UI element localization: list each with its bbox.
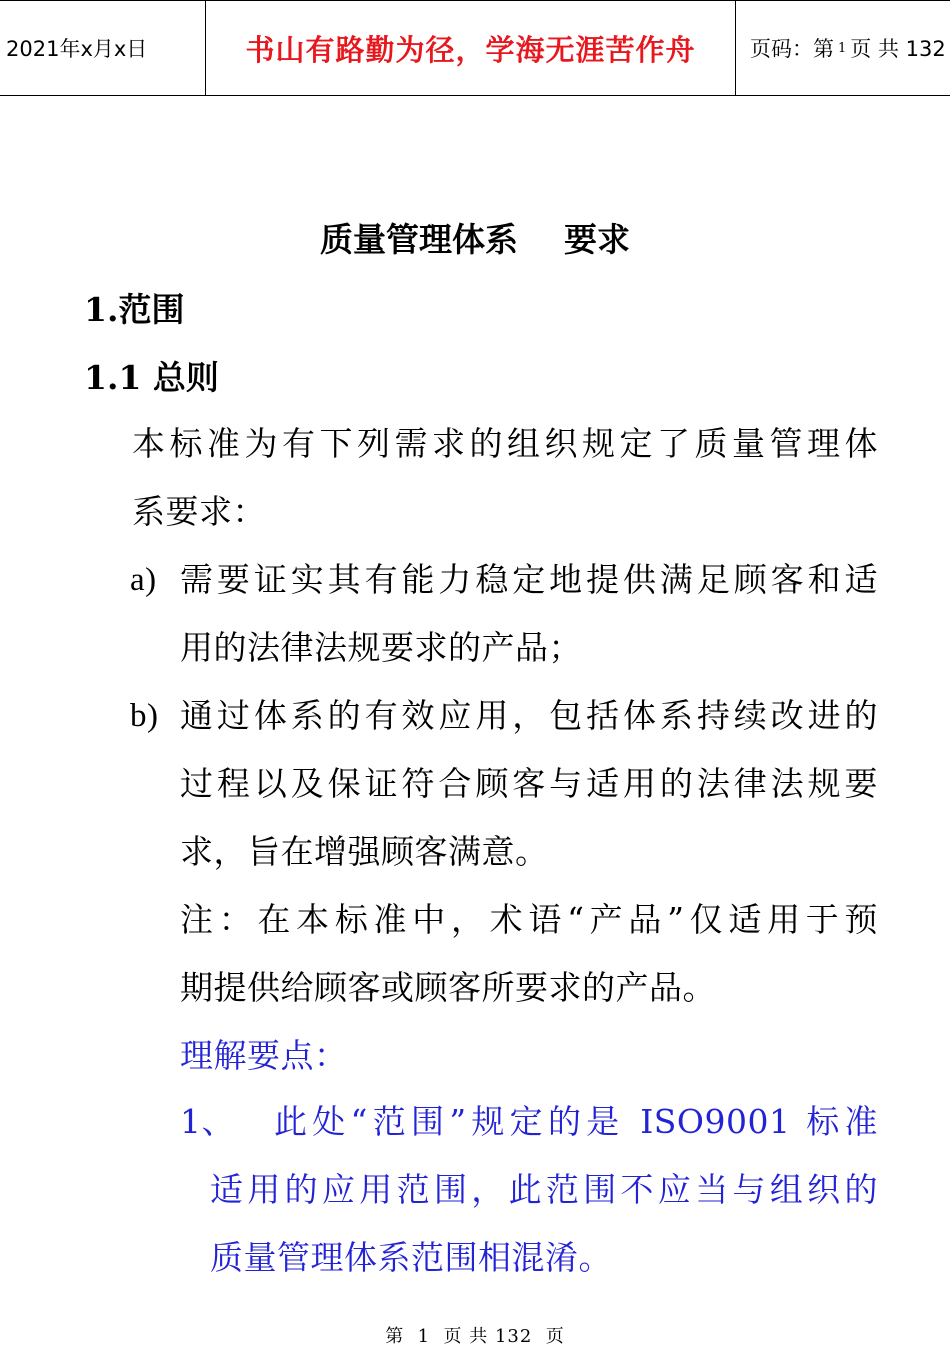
point-1-line-1: 此处“范围”规定的是 ISO9001 标准	[274, 1102, 878, 1141]
note-line-2: 期提供给顾客或顾客所要求的产品。	[180, 968, 716, 1007]
item-a-line-2: 用的法律法规要求的产品；	[180, 628, 582, 667]
page-header	[0, 0, 950, 96]
item-b-line-2: 过程以及保证符合顾客与适用的法律法规要	[180, 764, 878, 803]
header-motto: 书山有路勤为径，学海无涯苦作舟	[206, 1, 736, 95]
page-num: 1	[838, 40, 847, 56]
page-prefix: 页码：第	[750, 37, 834, 61]
page-suffix: 页 共 132	[850, 37, 946, 61]
page-footer: 第 1 页 共 132 页	[385, 1326, 565, 1347]
point-1-line-3: 质量管理体系范围相混淆。	[210, 1238, 612, 1277]
item-b-marker: b)	[130, 698, 159, 734]
point-1-line-2: 适用的应用范围，此范围不应当与组织的	[210, 1170, 878, 1209]
points-title: 理解要点：	[180, 1036, 348, 1075]
header-date: 2021年x月x日	[0, 1, 206, 95]
section-heading: 1.范围	[84, 290, 185, 329]
subsection-heading: 1.1 总则	[84, 358, 219, 397]
item-b-line-3: 求，旨在增强顾客满意。	[180, 832, 549, 871]
point-1-marker: 1、	[180, 1102, 235, 1141]
document-title: 质量管理体系 要求	[320, 220, 630, 259]
note-line-1: 注：在本标准中，术语“产品”仅适用于预	[180, 900, 878, 939]
header-page-number	[736, 1, 950, 95]
intro-line-1: 本标准为有下列需求的组织规定了质量管理体	[132, 424, 878, 463]
item-b-line-1: 通过体系的有效应用，包括体系持续改进的	[180, 696, 878, 735]
intro-line-2: 系要求：	[132, 492, 266, 531]
item-a-marker: a)	[130, 562, 157, 598]
item-a-line-1: 需要证实其有能力稳定地提供满足顾客和适	[180, 560, 878, 599]
